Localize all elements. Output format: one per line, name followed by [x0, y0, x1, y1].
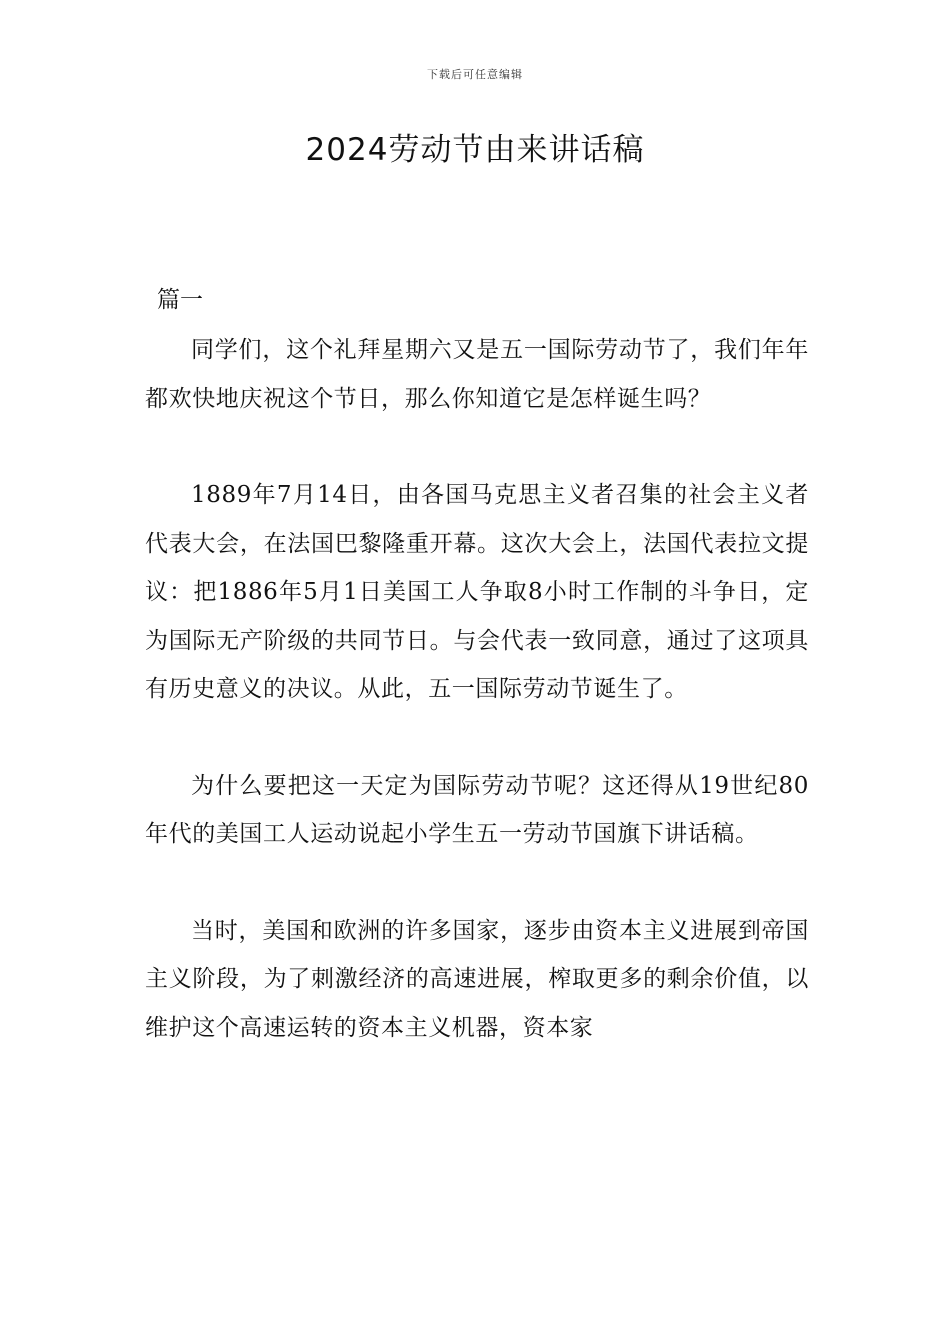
paragraph-3: 为什么要把这一天定为国际劳动节呢？这还得从19世纪80年代的美国工人运动说起小学生五一劳动节国旗下讲话稿。 — [145, 772, 809, 847]
paragraph-1: 同学们，这个礼拜星期六又是五一国际劳动节了，我们年年都欢快地庆祝这个节日，那么你知道它是怎样诞生吗？ — [145, 337, 809, 412]
paragraph-2: 1889年7月14日，由各国马克思主义者召集的社会主义者代表大会，在法国巴黎隆重开幕。这次大会上，法国代表拉文提议：把1886年5月1日美国工人争取8小时工作制的斗争日，定为国际无产阶级的共同节日。与会代表一致同意，通过了这项具有历史意义的决议。从此，五一国际劳动节诞生了。 — [145, 482, 809, 702]
paragraph-spacer — [145, 714, 809, 762]
section-label: 篇一 — [157, 287, 203, 313]
document-body — [145, 280, 809, 1052]
paragraph-spacer — [145, 859, 809, 907]
paragraph-spacer — [145, 423, 809, 471]
paragraph-4: 当时，美国和欧洲的许多国家，逐步由资本主义进展到帝国主义阶段，为了刺激经济的高速进展，榨取更多的剩余价值，以维护这个高速运转的资本主义机器，资本家 — [145, 917, 809, 1041]
document-title: 2024劳动节由来讲话稿 — [305, 132, 645, 168]
header-note: 下载后可任意编辑 — [427, 68, 523, 81]
